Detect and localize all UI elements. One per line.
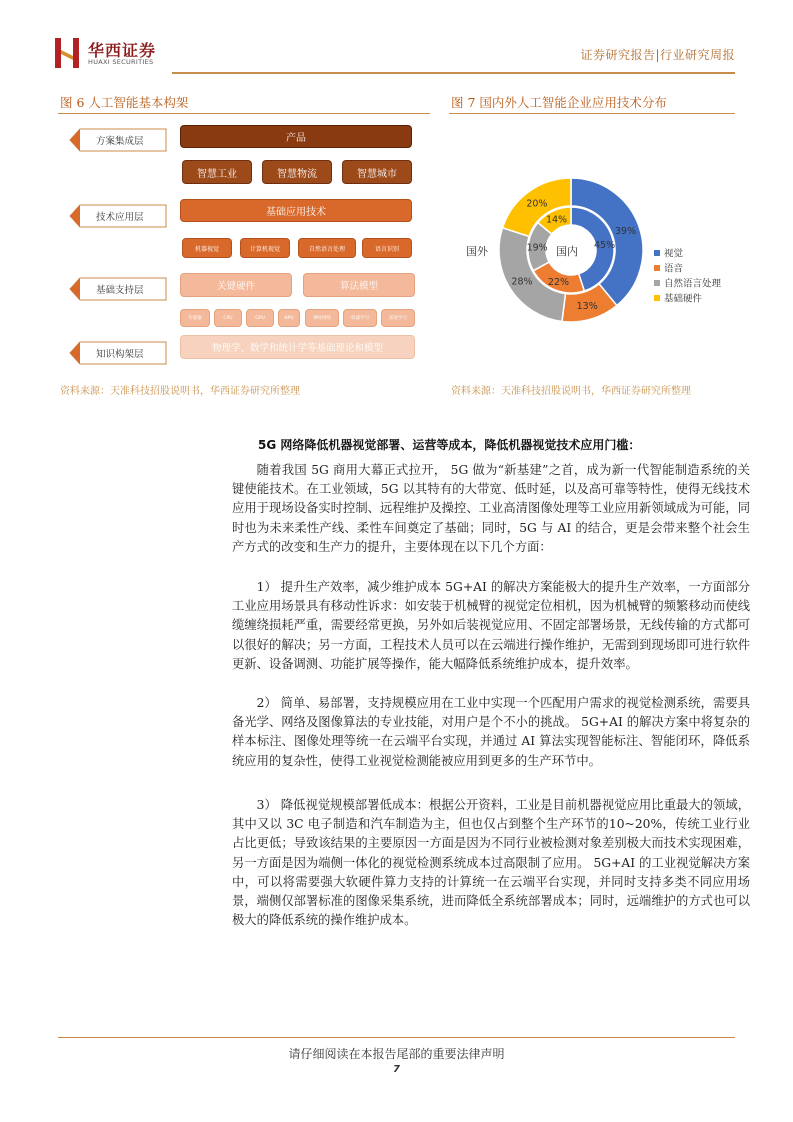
layer-label: 方案集成层 — [96, 136, 144, 147]
legend-swatch-3 — [654, 295, 660, 301]
donut-data-label-inner-0: 45% — [594, 240, 616, 252]
algorithm-item-box: 深度学习 — [381, 309, 415, 327]
legend-label-0: 视觉 — [664, 248, 684, 260]
body-paragraph: 3） 降低视觉规模部署低成本：根据公开资料，工业是目前机器视觉应用比重最大的领域， 其中又以 3C 电子制造和汽车制造为主，但也仅占到整个生产环节的10~20%，传统工业行业占比更低；导致该结果的主要原因一方面是因为不同行业被检测对象差别极大而技术实现困难，另一方面是因为端侧一体化的视觉检测系统成本过高限制了应用。 5G+AI 的工业视觉解决方案中，可以将需要强大软硬件算力支持的计算统一在云端平台实现，并同时支持多类不同应用场景，端侧仅部署标准的图像采集系统，进而降低全系统部署成本；同时，远端维护的方式也可以极大的降低系统的操作维护成本。 — [232, 798, 750, 928]
legend-swatch-1 — [654, 265, 660, 271]
huaxi-logo-icon — [55, 38, 79, 68]
product-box: 产品 — [180, 125, 412, 148]
figure7-title: 图 7 国内外人工智能企业应用技术分布 — [451, 95, 667, 110]
donut-data-label-outer-1: 13% — [576, 301, 598, 313]
hardware-item-box: 传感器 — [180, 309, 210, 327]
legend-label-1: 语音 — [664, 263, 684, 275]
layer-label: 知识构架层 — [96, 349, 144, 360]
basic-tech-box: 基础应用技术 — [180, 199, 412, 222]
application-box: 智慧物流 — [262, 160, 332, 184]
body-paragraph: 2） 简单、易部署，支持规模应用在工业中实现一个匹配用户需求的视觉检测系统，需要具备光学、网络及图像算法的专业技能，对用户是个不小的挑战。 5G+AI 的解决方案中将复杂的样本标注、图像处理等统一在云端平台实现，并通过 AI 算法实现智能标注、智能闭环，降低系统应用的复杂性，使得工业视觉检测能被应用到更多的生产环节中。 — [232, 696, 750, 768]
donut-data-label-inner-1: 22% — [547, 277, 570, 289]
layer-tag-knowledge — [68, 340, 168, 366]
logo-english-name: HUAXI SECURITIES — [88, 58, 154, 66]
knowledge-box: 物理学、数学和统计学等基础理论和模型 — [180, 335, 415, 359]
outer-ring-label: 国外 — [466, 245, 488, 258]
section-heading: 5G 网络降低机器视觉部署、运营等成本，降低机器视觉技术应用门槛： — [258, 438, 641, 452]
donut-chart-svg — [449, 170, 739, 350]
legend-label-3: 基础硬件 — [664, 293, 703, 305]
hardware-item-box: CPU — [214, 309, 242, 327]
application-box: 智慧工业 — [182, 160, 252, 184]
tech-box: 机器视觉 — [182, 238, 232, 258]
inner-ring-label: 国内 — [556, 245, 578, 258]
tech-box: 语言识别 — [362, 238, 412, 258]
layer-tag-foundation — [68, 276, 168, 302]
header-divider — [172, 72, 735, 74]
figure6-title-rule — [58, 113, 430, 114]
figure7-title-rule — [449, 113, 735, 114]
legal-notice: 请仔细阅读在本报告尾部的重要法律声明 — [288, 1047, 505, 1061]
hardware-item-box: GPU — [246, 309, 274, 327]
footer-divider — [58, 1037, 735, 1038]
layer-tag-solution — [68, 127, 168, 153]
algorithm-item-box: 神经网络 — [305, 309, 339, 327]
legend-swatch-2 — [654, 280, 660, 286]
application-box: 智慧城市 — [342, 160, 412, 184]
key-hardware-box: 关键硬件 — [180, 273, 292, 297]
logo-chinese-name: 华西证券 — [88, 41, 157, 60]
body-paragraph: 随着我国 5G 商用大幕正式拉开， 5G 做为“新基建”之首，成为新一代智能制造系统的关键使能技术。在工业领域，5G 以其特有的大带宽、低时延，以及高可靠等特性，使得无线技术应用于现场设备实时控制、远程维护及操控、工业高清图像处理等工业应用新领域成为可能，同时也为未来柔性产线、柔性车间奠定了基础；同时，5G 与 AI 的结合，更是会带来整个社会生产方式的改变和生产力的提升，主要体现在以下几个方面： — [232, 463, 750, 554]
tech-box: 计算机视觉 — [240, 238, 290, 258]
legend-label-2: 自然语言处理 — [664, 278, 722, 290]
figure6-source: 资料来源：天准科技招股说明书，华西证券研究所整理 — [60, 386, 300, 397]
layer-tag-technology — [68, 203, 168, 229]
layer-label: 技术应用层 — [96, 212, 144, 223]
algorithm-item-box: 机器学习 — [343, 309, 377, 327]
ai-tech-distribution-chart — [449, 170, 739, 350]
donut-data-label-inner-2: 19% — [526, 242, 548, 254]
hardware-item-box: NPU — [278, 309, 300, 327]
algorithm-model-box: 算法模型 — [303, 273, 415, 297]
tech-box: 自然语言处理 — [298, 238, 356, 258]
donut-data-label-outer-3: 20% — [526, 198, 548, 210]
figure6-title: 图 6 人工智能基本构架 — [60, 95, 189, 110]
legend-swatch-0 — [654, 250, 660, 256]
page-number: 7 — [393, 1064, 400, 1075]
layer-label: 基础支持层 — [96, 285, 144, 296]
donut-data-label-outer-0: 39% — [615, 225, 637, 237]
figure7-source: 资料来源：天准科技招股说明书，华西证券研究所整理 — [451, 386, 691, 397]
donut-data-label-inner-3: 14% — [545, 214, 568, 226]
body-paragraph: 1） 提升生产效率，减少维护成本 5G+AI 的解决方案能极大的提升生产效率，一方面部分工业应用场景具有移动性诉求：如安装于机械臂的视觉定位相机，因为机械臂的频繁移动而使线缆缠绕损耗严重，需要经常更换，另外如后装视觉应用、不固定部署场景，无线传输的方式都可以很好的解决；另一方面，工程技术人员可以在云端进行操作维护，无需到到现场即可进行软件更新、设备调测、功能扩展等操作，能大幅降低系统维护成本，提升效率。 — [232, 580, 750, 671]
report-type: 证券研究报告|行业研究周报 — [580, 48, 735, 62]
donut-data-label-outer-2: 28% — [511, 276, 533, 288]
